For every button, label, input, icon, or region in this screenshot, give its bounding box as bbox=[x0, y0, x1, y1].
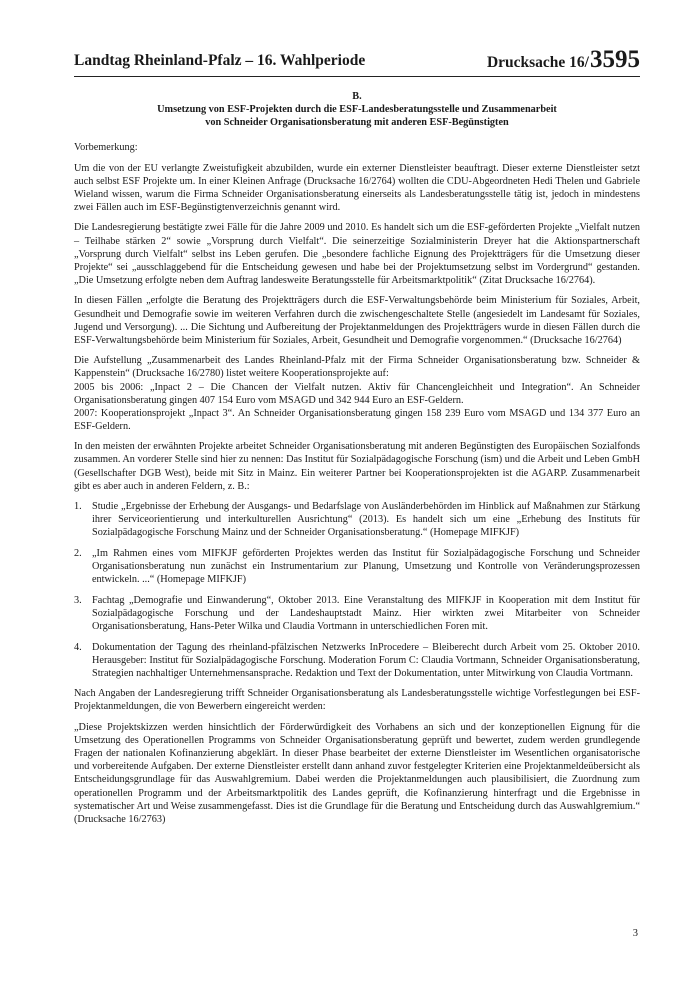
paragraph-6: Nach Angaben der Landesregierung trifft Schneider Organisationsberatung als Landesberatungsstelle wichtige Vorfestlegungen bei ESF-Projektanmeldungen, die von Bewerbern eingereicht werden: bbox=[74, 688, 640, 713]
list-item bbox=[74, 594, 640, 633]
preliminary-remark-label: Vorbemerkung: bbox=[74, 142, 138, 153]
cooperation-list bbox=[74, 500, 640, 680]
list-item-text: Dokumentation der Tagung des rheinland-pfälzischen Netzwerks InProcedere – Bleiberecht durch Arbeit vom 25. Oktober 2010. Herausgeber: Institut für Sozialpädagogische Forschung. Moderation Forum C: Claudia Vortmann, Schneider Organisationsberatung, Strategien nachhaltiger Unternehmensansprache. Redaktion und Text der Dokumentation, unter Mitwirkung von Claudia Vortmann. bbox=[92, 641, 640, 679]
list-item bbox=[74, 547, 640, 586]
section-letter: B. bbox=[352, 91, 362, 102]
page-header bbox=[74, 40, 640, 76]
list-item-number: 1. bbox=[74, 501, 82, 513]
document-reference bbox=[487, 46, 640, 74]
document-body bbox=[74, 90, 640, 833]
paragraph-4 bbox=[74, 354, 640, 433]
paragraph-1: Um die von der EU verlangte Zweistufigkeit abzubilden, wurde ein externer Dienstleister beauftragt. Dieser externe Dienstleister setzt auch selbst ESF Projekte um. In einer Kleinen Anfrage (Drucksache 16/2764) wollten die CDU-Abgeordneten Hedi Thelen und Gabriele Wieland wissen, warum die Firma Schneider Organisationsberatung einerseits als Landesberatungsstelle tätig ist, jedoch in mindestens zwei Fällen auch im ESF-Begünstigtenverzeichnis genannt wird. bbox=[74, 162, 640, 213]
list-item bbox=[74, 500, 640, 539]
page-number: 3 bbox=[632, 928, 638, 939]
document-number: 3595 bbox=[590, 46, 640, 73]
list-item-number: 3. bbox=[74, 594, 82, 606]
header-divider bbox=[74, 76, 640, 77]
paragraph-2: Die Landesregierung bestätigte zwei Fälle für die Jahre 2009 und 2010. Es handelt sich um die ESF-geförderten Projekte „Vielfalt nutzen – Teilhabe stärken 2“ sowie „Vorsprung durch Vielfalt“. Die seinerzeitige Sozialministerin Dreyer hat die Aktionspartnerschaft „Vorsprung durch Vielfalt“ selbst ins Leben gerufen. Die „besondere fachliche Eignung des Projektträgers für die Umsetzung dieser Projekte“ sei „ausschlaggebend für die Entscheidung gewesen und habe bei der Projektumsetzung selbst im Vordergrund“ gestanden. „Die Umsetzung erfolgte neben dem Auftrag landesweite Beratungsstelle für Arbeitsmarktpolitik“ (Zitat Drucksache 16/2764). bbox=[74, 222, 640, 286]
list-item bbox=[74, 641, 640, 680]
document-label: Drucksache 16/ bbox=[486, 54, 589, 71]
paragraph-4-2005: 2005 bis 2006: „Inpact 2 – Die Chancen der Vielfalt nutzen. Aktiv für Chancengleichheit und Integration“. An Schneider Organisationsberatung gingen 407 154 Euro vom MSAGD und 342 944 Euro an ESF-Geldern. bbox=[74, 381, 640, 406]
paragraph-3: In diesen Fällen „erfolgte die Beratung des Projektträgers durch die ESF-Verwaltungsbehörde beim Ministerium für Soziales, Arbeit, Gesundheit und Demografie sowie im weiteren Verfahren durch die zwischengeschaltete Stelle (angesiedelt im Landesamt für Soziales, Jugend und Versorgung). ... Die Sichtung und Aufbereitung der Projektanmeldungen des Projektträgers wurde in diesen Fällen durch die ESF-Verwaltungsbehörde beim Ministerium für Soziales, Arbeit, Gesundheit und Demografie vorgenommen.“ (Drucksache 16/2764) bbox=[74, 295, 640, 346]
paragraph-5: In den meisten der erwähnten Projekte arbeitet Schneider Organisationsberatung mit anderen Begünstigten des Europäischen Sozialfonds zusammen. An vorderer Stelle sind hier zu nennen: Das Institut für Sozialpädagogische Forschung (ism) und die Arbeit und Leben GmbH (Gesellschafter DGB West), beide mit Sitz in Mainz. Ein weiterer Partner bei Kooperationsprojekten ist die AGARP. Zusammenarbeit gibt es aber auch in anderen Feldern, z. B.: bbox=[74, 441, 640, 492]
list-item-text: Fachtag „Demografie und Einwanderung“, Oktober 2013. Eine Veranstaltung des MIFKJF in Kooperation mit dem Institut für Sozialpädagogische Forschung und der Landeshauptstadt Mainz. Hier wirkten zwei Mitarbeiter von Schneider Organisationsberatung, Hans-Peter Wilka und Claudia Vortmann in unterschiedlichen Foren mit. bbox=[92, 594, 640, 632]
paragraph-4-2007: 2007: Kooperationsprojekt „Inpact 3“. An Schneider Organisationsberatung gingen 158 239 Euro vom MSAGD und 134 377 Euro an ESF-Geldern. bbox=[74, 407, 640, 432]
section-title-line-1: Umsetzung von ESF-Projekten durch die ESF-Landesberatungsstelle und Zusammenarbeit bbox=[157, 104, 557, 115]
paragraph-7-quote: „Diese Projektskizzen werden hinsichtlich der Förderwürdigkeit des Vorhabens an sich und der konzeptionellen Eignung für die Umsetzung des Operationellen Programms von Schneider Organisationsberatung geprüft und bewertet, zudem werden grundlegende Fragen der nationalen Kofinanzierung abgeklärt. In dieser Phase bearbeitet der externe Dienstleister im Wesentlichen organisatorische und vorbereitende Aufgaben. Der externe Dienstleister erstellt dann anhand zuvor festgelegter Kriterien eine Projektanmeldeübersicht als Entscheidungsgrundlage für das Auswahlgremium. Dabei werden die Projektanmeldungen auch plausibilisiert, die Zuordnung zum operationellen Programm und der Arbeitsmarktpolitik des Landes geprüft, die Kofinanzierung hinterfragt und die Ergebnisse in systematischer Art und Weise zusammengefasst. Dies ist die Grundlage für die Beratung und Entscheidung durch das Auswahlgremium.“ (Drucksache 16/2763) bbox=[74, 722, 640, 825]
section-title-line-2: von Schneider Organisationsberatung mit anderen ESF-Begünstigten bbox=[205, 117, 509, 128]
section-heading bbox=[74, 90, 640, 129]
paragraph-4-intro: Die Aufstellung „Zusammenarbeit des Landes Rheinland-Pfalz mit der Firma Schneider Organisationsberatung bzw. Schneider & Kappenstein“ (Drucksache 16/2780) listet weitere Kooperationsprojekte auf: bbox=[74, 355, 640, 380]
list-item-text: Studie „Ergebnisse der Erhebung der Ausgangs- und Bedarfslage von Ausländerbehörden im Hinblick auf Maßnahmen zur Stärkung ihrer Serviceorientierung und interkulturellen Ausrichtung“ (2013). Es handelt sich um eine „Erhebung des Instituts für Sozialpädagogische Forschung Mainz und der Schneider Organisationsberatung.“ (Homepage MIFKJF) bbox=[92, 501, 640, 539]
list-item-number: 2. bbox=[74, 548, 82, 560]
list-item-number: 4. bbox=[74, 641, 82, 653]
parliament-title: Landtag Rheinland-Pfalz – 16. Wahlperiode bbox=[74, 52, 366, 69]
list-item-text: „Im Rahmen eines vom MIFKJF geförderten Projektes werden das Institut für Sozialpädagogische Forschung und Schneider Organisationsberatung nun zunächst ein Instrumentarium zur Planung, Umsetzung und Kontrolle von Veränderungsprozessen entwickeln. ...“ (Homepage MIFKJF) bbox=[92, 548, 640, 586]
